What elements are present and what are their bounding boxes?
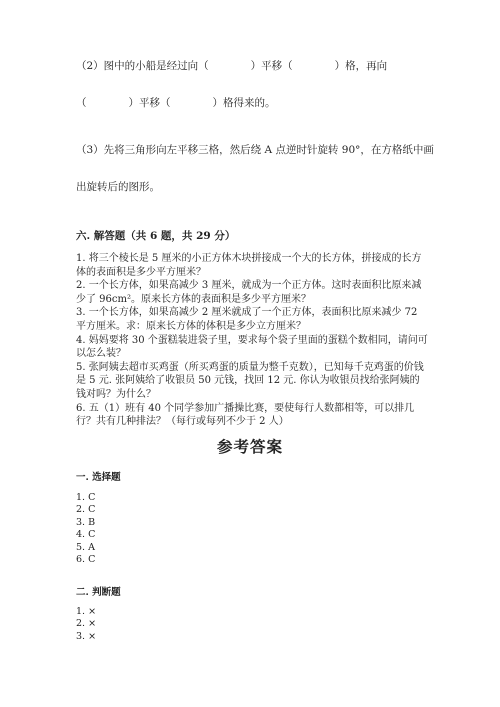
question-3-part-2: 出旋转后的图形。 (76, 181, 160, 193)
answer-item: 1. C (76, 492, 96, 503)
answer-item: 6. C (76, 554, 96, 566)
answer-item: 4. C (76, 529, 96, 541)
answer-key-title: 参考答案 (216, 437, 283, 456)
question-2-part-1: （2）图中的小船是经过向（ ）平移（ ）格，再向 (76, 60, 388, 72)
question-3-part-1: （3）先将三角形向左平移三格，然后绕 A 点逆时针旋转 90°，在方格纸中画 (76, 144, 434, 156)
answer-item: 5. A (76, 541, 95, 553)
answer-item: 3. × (76, 630, 97, 642)
answer-item: 2. × (76, 618, 97, 630)
answers-section-2-heading: 二. 判断题 (76, 587, 121, 598)
answers-section-1-list (76, 492, 95, 566)
section-6-questions (76, 252, 428, 429)
answer-item: 3. B (76, 516, 96, 528)
section-6-heading: 六. 解答题（共 6 题，共 29 分） (76, 230, 236, 242)
question-3: 3. 一个长方体，如果高减少 2 厘米就成了一个正方体，表面积比原来减少 72 平方厘米。求：原来长方体的体积是多少立方厘米？ (76, 307, 418, 332)
question-1: 1. 将三个棱长是 5 厘米的小正方体木块拼接成一个大的长方体，拼接成的长方体的表面积是多少平方厘米？ (76, 253, 422, 278)
answers-section-2-list (76, 606, 96, 643)
answers-section-1-heading: 一. 选择题 (76, 472, 121, 483)
answer-item: 2. C (76, 504, 96, 516)
question-5: 5. 张阿姨去超市买鸡蛋（所买鸡蛋的质量为整千克数），已知每千克鸡蛋的价钱是 5 元. 张阿姨给了收银员 50 元钱，找回 12 元. 你认为收银员找给张阿姨的钱对吗？为什么？ (76, 361, 424, 400)
question-2-part-2: （ ）平移（ ）格得来的。 (76, 97, 276, 109)
question-2: 2. 一个长方体，如果高减少 3 厘米，就成为一个正方体。这时表面积比原来减少了 96cm²。原来长方体的表面积是多少平方厘米？ (76, 280, 422, 305)
question-6: 6. 五（1）班有 40 个同学参加广播操比赛，要使每行人数都相等，可以排几行？共有几种排法？（每行或每列不少于 2 人） (76, 402, 415, 428)
question-4: 4. 妈妈要将 30 个蛋糕装进袋子里，要求每个袋子里面的蛋糕个数相同，请问可以怎么装？ (76, 334, 428, 360)
answer-item: 1. × (76, 606, 97, 617)
